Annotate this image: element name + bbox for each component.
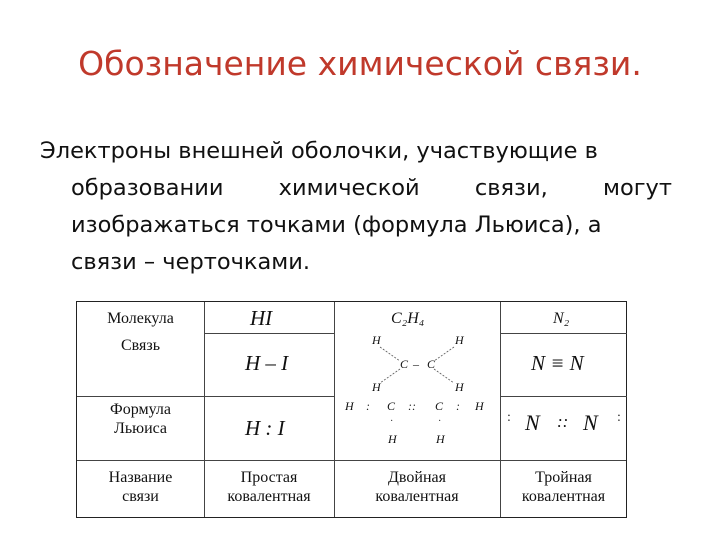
molecule-c2h4: C₂H₄ xyxy=(391,310,425,327)
header-lewis: Формула Льюиса xyxy=(110,401,171,437)
atom-h: H xyxy=(372,380,381,394)
atom-c: C xyxy=(400,357,409,371)
atom-h: H xyxy=(345,399,354,413)
lewis-formula-hi: H : I xyxy=(245,416,285,440)
electron-pair: : xyxy=(507,410,511,425)
paragraph-word: образовании xyxy=(71,175,224,201)
bond-line xyxy=(380,369,400,383)
paragraph-word: химической xyxy=(278,175,420,201)
atom-h: H xyxy=(455,380,464,394)
table-divider xyxy=(77,396,204,397)
bond-line xyxy=(434,347,454,361)
header-molecule: Молекула xyxy=(107,310,174,327)
lewis-separator: : xyxy=(366,399,370,413)
molecule-n2: N₂ xyxy=(553,310,570,327)
c2h4-bond-lines xyxy=(334,333,500,397)
paragraph-line-4: связи – черточками. xyxy=(71,249,311,275)
bond-formula-n2: N ≡ N xyxy=(531,351,584,375)
bond-name-simple: Простая ковалентная xyxy=(227,469,311,505)
table-divider xyxy=(500,396,627,397)
bond-dash: – xyxy=(413,357,419,371)
paragraph-word: связи, xyxy=(474,175,548,201)
atom-c: C xyxy=(387,399,396,413)
molecule-hi: HI xyxy=(250,306,273,330)
bond-line xyxy=(434,369,454,383)
table-divider xyxy=(500,333,627,334)
table-divider xyxy=(77,460,626,461)
atom-n: N xyxy=(525,410,540,435)
atom-c: C xyxy=(435,399,444,413)
paragraph-word: могут xyxy=(603,175,672,201)
atom-h: H xyxy=(436,432,445,446)
electron-pair: : xyxy=(617,410,621,425)
atom-n: N xyxy=(583,410,598,435)
atom-c: C xyxy=(427,357,436,371)
bond-line xyxy=(380,347,400,361)
lewis-separator: :: xyxy=(557,412,569,431)
bond-comparison-table xyxy=(76,301,627,518)
atom-h: H xyxy=(372,333,381,347)
paragraph-line-1: Электроны внешней оболочки, участвующие в xyxy=(40,138,598,164)
paragraph-line-3: изображаться точками (формула Льюиса), а xyxy=(71,212,602,238)
paragraph-line-2 xyxy=(40,170,672,207)
atom-h: H xyxy=(475,399,484,413)
bond-formula-hi: H – I xyxy=(245,351,289,375)
slide-title: Обозначение химической связи. xyxy=(78,44,642,83)
table-divider xyxy=(204,333,334,334)
electron-dot: · xyxy=(390,416,394,427)
table-divider xyxy=(204,396,334,397)
bond-name-triple: Тройная ковалентная xyxy=(521,469,606,505)
lewis-separator: : xyxy=(456,399,460,413)
bond-name-double: Двойная ковалентная xyxy=(375,469,459,505)
lewis-separator: :: xyxy=(408,399,416,413)
intro-paragraph xyxy=(40,133,672,281)
header-bond: Связь xyxy=(121,337,160,354)
header-bond-name: Название связи xyxy=(108,469,173,505)
atom-h: H xyxy=(455,333,464,347)
electron-dot: · xyxy=(438,416,442,427)
atom-h: H xyxy=(388,432,397,446)
